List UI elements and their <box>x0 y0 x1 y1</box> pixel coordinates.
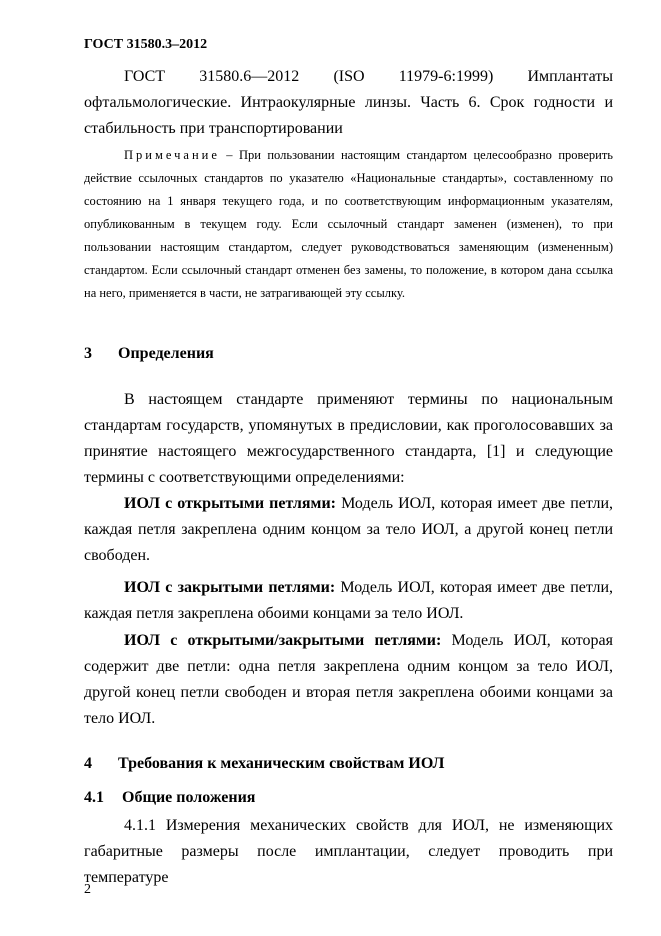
definition-text: Модель ИОЛ, которая имеет две петли, каждая петля закреплена обоими концами за тело ИОЛ. <box>84 579 614 622</box>
definition-text: Модель ИОЛ, которая содержит две петли: одна петля закреплена одним концом за тело ИОЛ, другой конец петли свободен и вторая петля закреплена обоими концами за тело ИОЛ. <box>84 632 614 727</box>
reference-word: 11979-6:1999) <box>398 68 494 85</box>
reference-word: ГОСТ <box>124 68 166 85</box>
reference-first-line <box>84 64 613 90</box>
reference-word: Имплантаты <box>527 68 613 85</box>
note-label: Примечание <box>124 148 220 162</box>
note-text: – При пользовании настоящим стандартом целесообразно проверить действие ссылочных стандартов по указателю «Национальные стандарты», составленному по состоянию на 1 января текущего года, и по соответствующим информационным указателям, опубликованным в текущем году. Если ссылочный стандарт заменен (изменен), то при пользовании настоящим стандартом, следует руководствоваться заменяющим (измененным) стандартом. Если ссылочный стандарт отменен без замены, то положение, в котором дана ссылка на него, применяется в части, не затрагивающей эту ссылку. <box>84 148 613 300</box>
note-paragraph <box>84 144 613 305</box>
definition-open-loops <box>84 491 613 569</box>
definition-closed-loops <box>84 575 613 627</box>
reference-entry <box>84 64 613 142</box>
section-title: Определения <box>118 345 214 362</box>
section-title: Требования к механическим свойствам ИОЛ <box>118 755 445 772</box>
reference-continuation: офтальмологические. Интраокулярные линзы. Часть 6. Срок годности и стабильность при транспортировании <box>84 94 613 137</box>
definition-text: Модель ИОЛ, которая имеет две петли, каждая петля закреплена одним концом за тело ИОЛ, а другой конец петли свободен. <box>84 495 614 564</box>
paragraph-4-1-1: 4.1.1 Измерения механических свойств для ИОЛ, не изменяющих габаритные размеры после имплантации, следует проводить при температуре <box>84 817 613 886</box>
definition-open-closed-loops <box>84 628 613 732</box>
section-4-heading <box>84 755 613 773</box>
reference-word: (ISO <box>333 68 365 85</box>
definition-term: ИОЛ с закрытыми петлями: <box>124 579 336 596</box>
section-title: Общие положения <box>122 789 256 806</box>
definition-term: ИОЛ с открытыми/закрытыми петлями: <box>124 632 442 649</box>
section-4-1-heading <box>84 789 613 807</box>
section-number: 4.1 <box>84 789 104 806</box>
section-3-heading <box>84 345 613 363</box>
page-number: 2 <box>84 882 91 897</box>
section-number: 4 <box>84 755 92 772</box>
reference-word: 31580.6—2012 <box>199 68 300 85</box>
section-number: 3 <box>84 345 92 362</box>
section-3-intro: В настоящем стандарте применяют термины по национальным стандартам государств, упомянутых в предисловии, как проголосовавших за принятие настоящего межгосударственного стандарта, [1] и следующие термины с соответствующими определениями: <box>84 391 613 486</box>
definition-term: ИОЛ с открытыми петлями: <box>124 495 336 512</box>
document-header: ГОСТ 31580.3–2012 <box>84 37 208 52</box>
